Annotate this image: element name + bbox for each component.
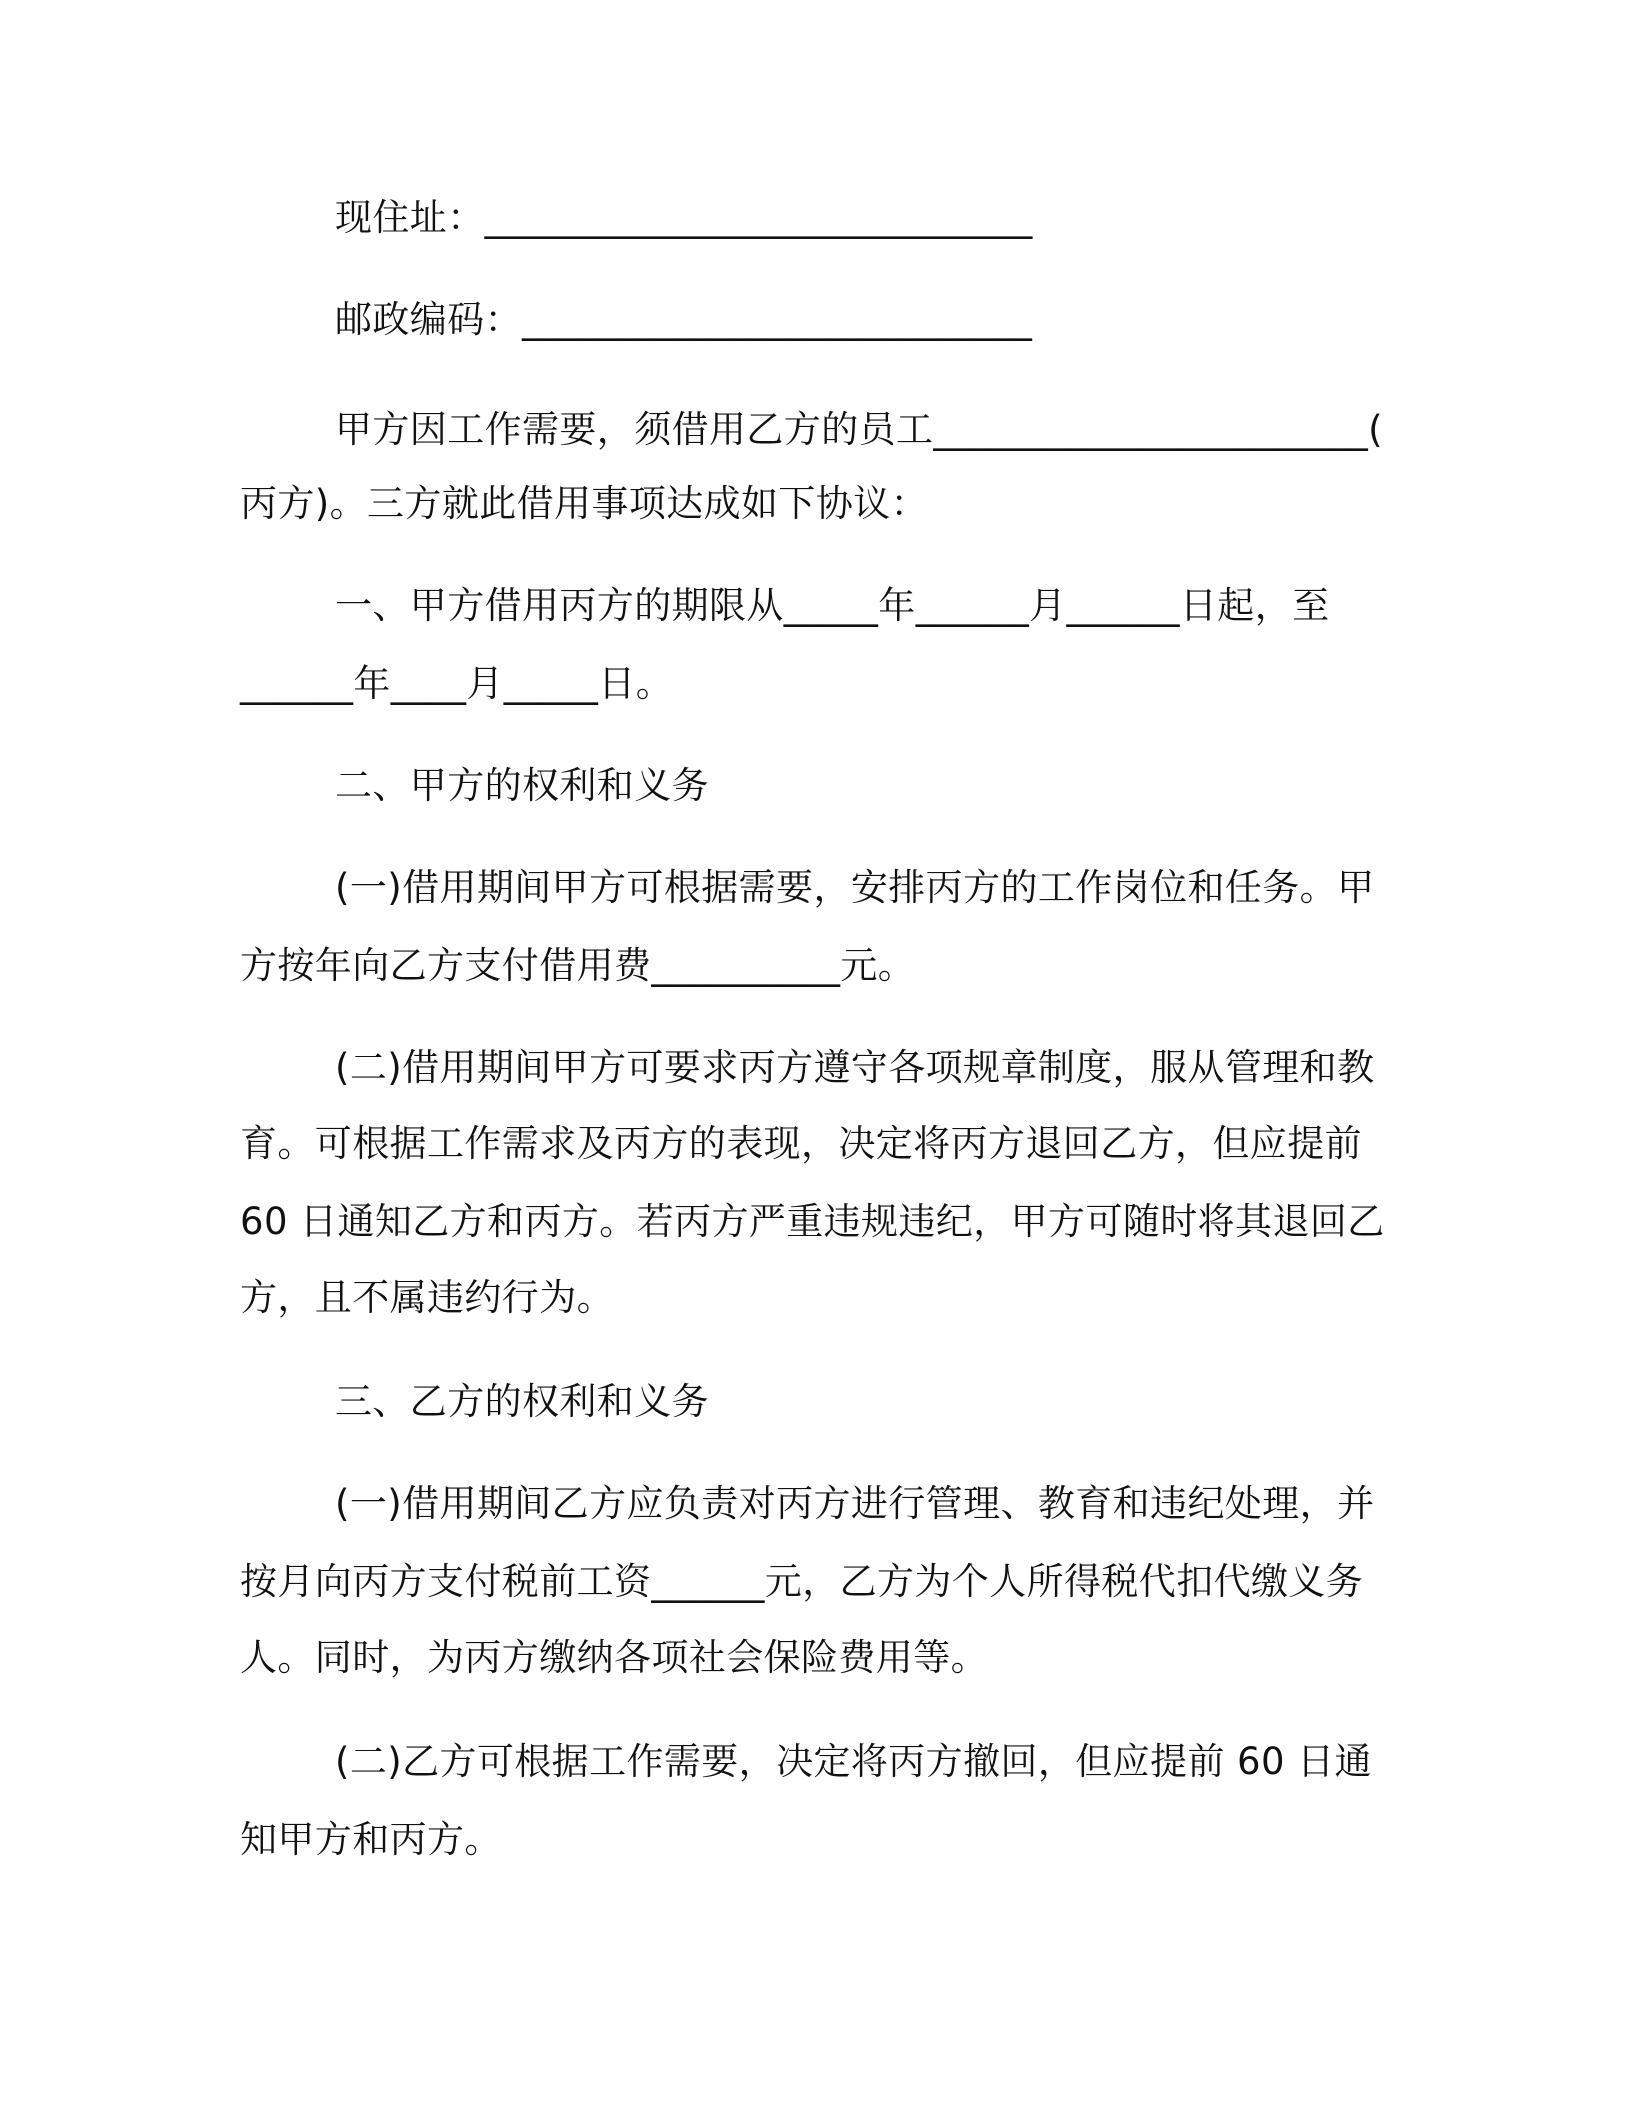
section-heading: 三、乙方的权利和义务 [335, 1380, 709, 1423]
paragraph-line: 按月向丙方支付税前工资______元，乙方为个人所得税代扣代缴义务 [240, 1560, 1364, 1603]
paragraph-line: ______年____月_____日。 [240, 662, 674, 705]
paragraph-line: (二)借用期间甲方可要求丙方遵守各项规章制度，服从管理和教 [335, 1046, 1375, 1089]
postal-code-line: 邮政编码：___________________________ [335, 298, 1033, 341]
paragraph-line: (一)借用期间甲方可根据需要，安排丙方的工作岗位和任务。甲 [335, 866, 1375, 909]
paragraph-line: 人。同时，为丙方缴纳各项社会保险费用等。 [240, 1636, 988, 1679]
paragraph-line: (一)借用期间乙方应负责对丙方进行管理、教育和违纪处理，并 [335, 1482, 1375, 1525]
paragraph-line: 育。可根据工作需求及丙方的表现，决定将丙方退回乙方，但应提前 [240, 1122, 1362, 1165]
paragraph-line: 知甲方和丙方。 [240, 1818, 502, 1861]
paragraph-line: 一、甲方借用丙方的期限从_____年______月______日起，至 [335, 584, 1330, 627]
paragraph-line: 60 日通知乙方和丙方。若丙方严重违规违纪，甲方可随时将其退回乙 [240, 1200, 1385, 1243]
paragraph-line: 甲方因工作需要，须借用乙方的员工_______________________( [335, 408, 1383, 451]
paragraph-line: 丙方)。三方就此借用事项达成如下协议： [240, 482, 929, 525]
address-line: 现住址：_____________________________ [335, 196, 1033, 239]
paragraph-line: 方按年向乙方支付借用费__________元。 [240, 944, 916, 987]
paragraph-line: 方，且不属违约行为。 [240, 1276, 614, 1319]
section-heading: 二、甲方的权利和义务 [335, 764, 709, 807]
paragraph-line: (二)乙方可根据工作需要，决定将丙方撤回，但应提前 60 日通 [335, 1740, 1372, 1783]
